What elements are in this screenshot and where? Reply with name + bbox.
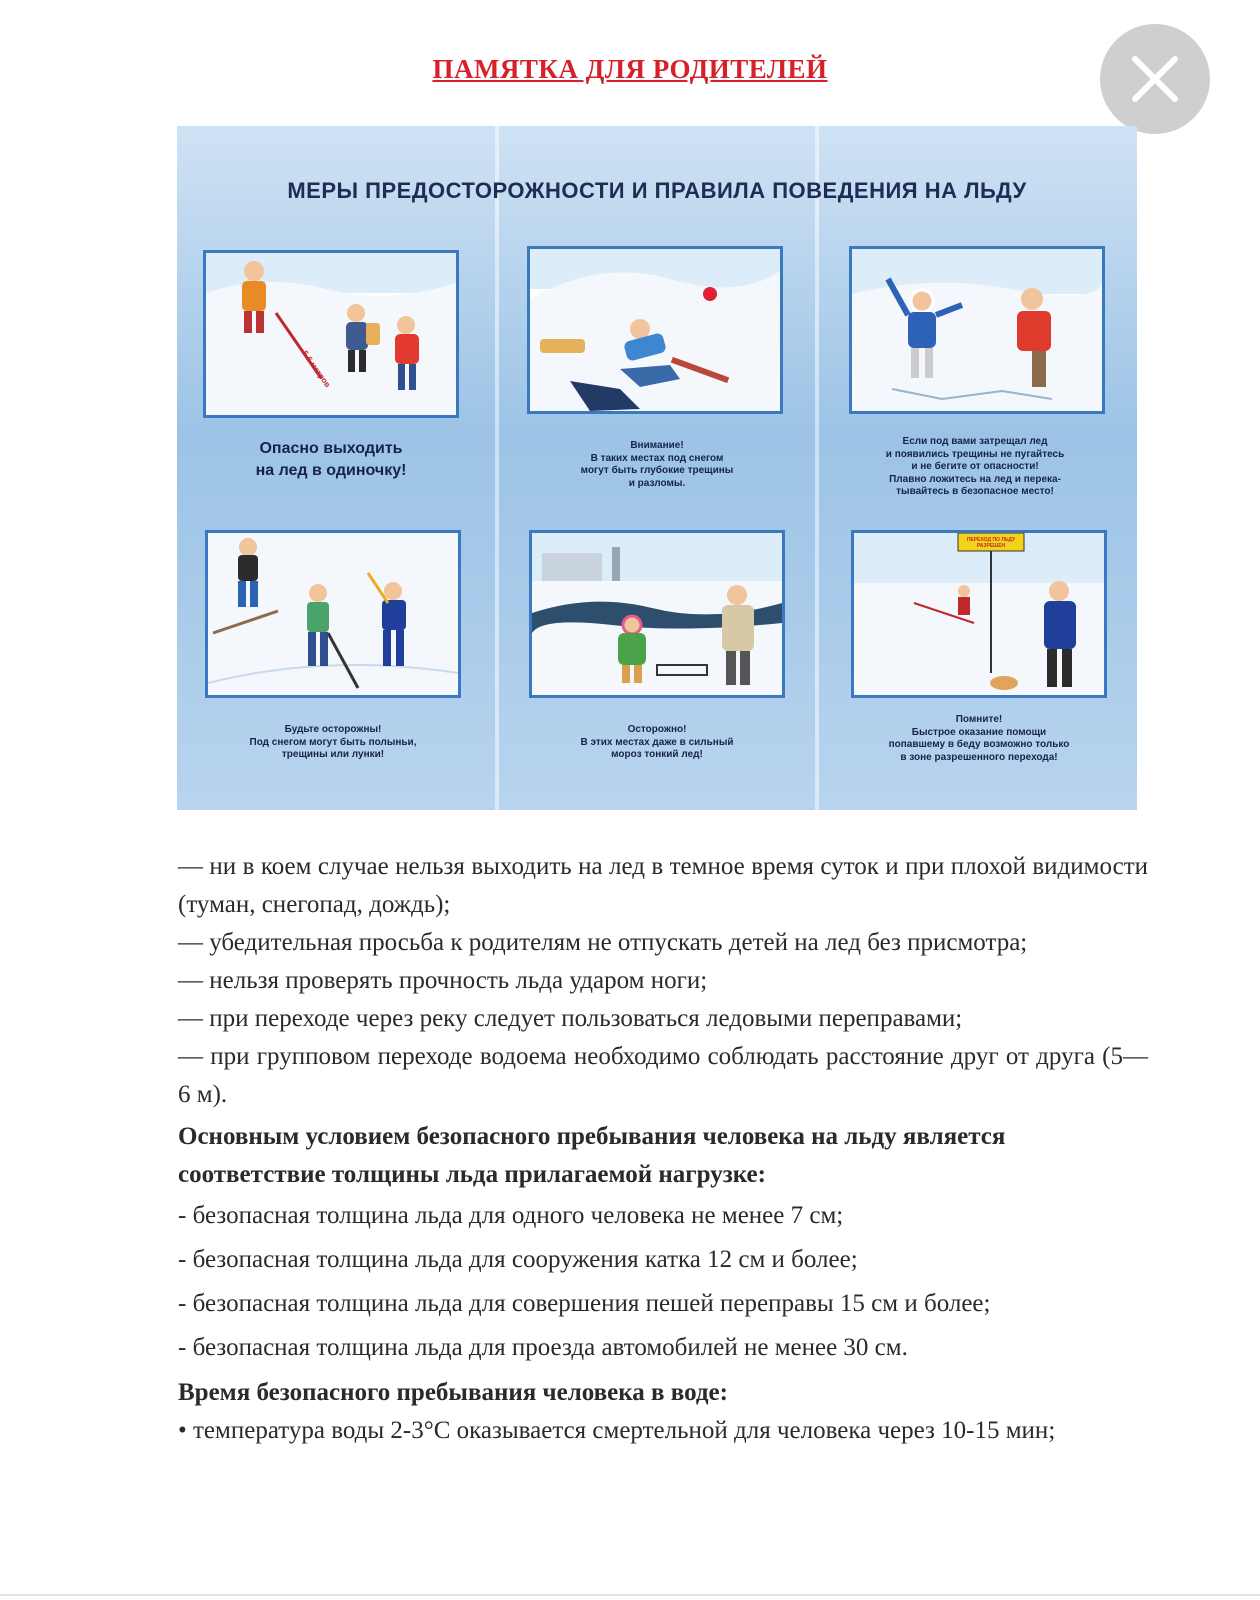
poster-fold — [815, 126, 819, 810]
rule-item: — при переходе через реку следует пользоваться ледовыми переправами; — [178, 1005, 963, 1032]
water-heading: Время безопасного пребывания человека в воде: — [178, 1379, 728, 1406]
caption-snow-crack: Внимание! В таких местах под снегом могут быть глубокие трещины и разломы. — [580, 440, 734, 489]
rule-item: — при групповом переходе водоема необходимо соблюдать расстояние друг от друга (5—6 м). — [178, 1043, 1148, 1108]
condition-heading: Основным условием безопасного пребывания человека на льду является соответствие толщины льда прилагаемой нагрузке: — [178, 1123, 1006, 1188]
illustration-thin-ice — [529, 530, 785, 698]
illustration-rescue-zone — [851, 530, 1107, 698]
caption-walking-alone: Опасно выходить на лед в одиночку! — [255, 440, 407, 479]
crossing-sign-text: РАЗРЕШЕН — [976, 543, 1006, 549]
thickness-item: - безопасная толщина льда для сооружения катка 12 см и более; — [178, 1246, 858, 1273]
rule-item: — нельзя проверять прочность льда ударом ноги; — [178, 967, 708, 994]
caption-rescue-zone: Помните! Быстрое оказание помощи попавшему в беду возможно только в зоне разрешенного перехода! — [888, 714, 1070, 763]
distance-label: 5-6 метров — [300, 348, 333, 390]
illustration-ice-cracking — [849, 246, 1105, 414]
rule-item: — убедительная просьба к родителям не отпускать детей на лед без присмотра; — [178, 929, 1028, 956]
thickness-item: - безопасная толщина льда для совершения пешей переправы 15 см и более; — [178, 1290, 991, 1317]
thickness-item: - безопасная толщина льда для проезда автомобилей не менее 30 см. — [178, 1334, 908, 1361]
close-icon — [1130, 54, 1180, 104]
poster-fold — [495, 126, 499, 810]
ice-safety-poster — [177, 126, 1137, 810]
crossing-sign-text: ПЕРЕХОД ПО ЛЬДУ — [966, 537, 1016, 543]
child-figure — [958, 585, 970, 615]
dog-figure — [990, 676, 1018, 690]
caption-ice-cracking: Если под вами затрещал лед и появились трещины не пугайтесь и не бегите от опасности! Плавно ложитесь на лед и перека- тывайтесь в безопасное место! — [885, 436, 1065, 497]
illustration-snow-crack — [527, 246, 783, 414]
page-title: ПАМЯТКА ДЛЯ РОДИТЕЛЕЙ — [432, 54, 828, 84]
safety-rules-text — [178, 848, 1148, 1450]
thickness-item: - безопасная толщина льда для одного человека не менее 7 см; — [178, 1202, 844, 1229]
illustration-hockey — [205, 530, 461, 698]
divider — [0, 1594, 1260, 1596]
caption-thin-ice: Осторожно! В этих местах даже в сильный мороз тонкий лед! — [580, 724, 734, 760]
rule-item: — ни в коем случае нельзя выходить на лед в темное время суток и при плохой видимости (туман, снегопад, дождь); — [178, 853, 1148, 918]
caption-snow-holes: Будьте осторожны! Под снегом могут быть полыньи, трещины или лунки! — [249, 724, 417, 760]
poster-heading: МЕРЫ ПРЕДОСТОРОЖНОСТИ И ПРАВИЛА ПОВЕДЕНИЯ НА ЛЬДУ — [287, 178, 1027, 203]
illustration-walking-alone — [203, 250, 459, 418]
water-item: • температура воды 2-3°С оказывается смертельной для человека через 10-15 мин; — [178, 1417, 1056, 1444]
close-button[interactable] — [1100, 24, 1210, 134]
